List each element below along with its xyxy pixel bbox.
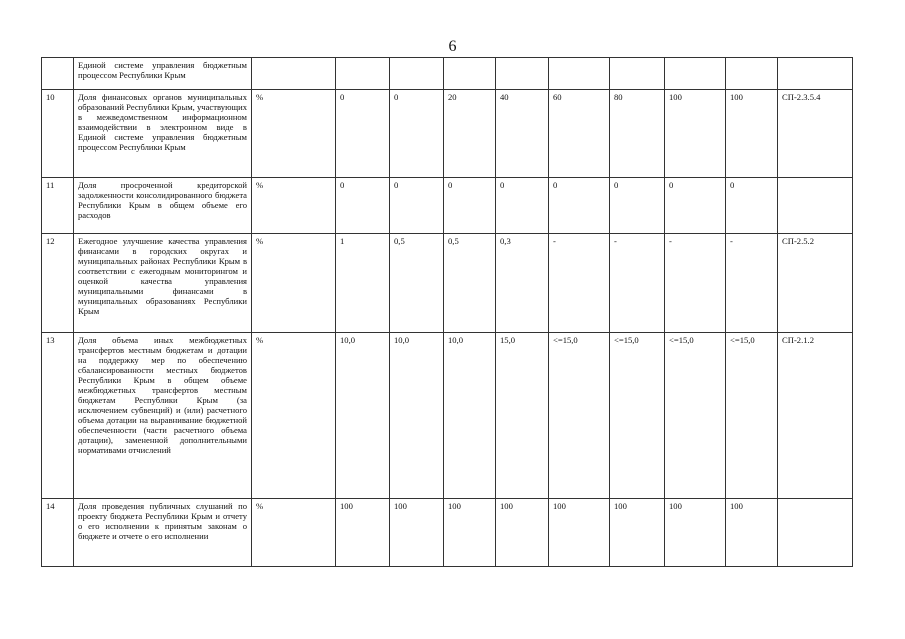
- value-cell: 100: [496, 499, 549, 567]
- row-number-cell: 13: [42, 333, 74, 499]
- value-cell: <=15,0: [610, 333, 665, 499]
- value-cell: -: [726, 234, 778, 333]
- value-cell: 0: [610, 178, 665, 234]
- value-cell: 0,3: [496, 234, 549, 333]
- reference-cell: СП-2.3.5.4: [778, 90, 853, 178]
- unit-cell: %: [252, 90, 336, 178]
- unit-cell: %: [252, 234, 336, 333]
- value-cell: 1: [336, 234, 390, 333]
- value-cell: 100: [390, 499, 444, 567]
- value-cell: <=15,0: [549, 333, 610, 499]
- row-number-cell: [42, 58, 74, 90]
- value-cell: [726, 58, 778, 90]
- reference-cell: [778, 58, 853, 90]
- value-cell: 0,5: [390, 234, 444, 333]
- table-row: [42, 90, 853, 178]
- value-cell: 100: [726, 499, 778, 567]
- value-cell: [390, 58, 444, 90]
- table-row: [42, 178, 853, 234]
- value-cell: 0: [549, 178, 610, 234]
- indicator-name-cell: Ежегодное улучшение качества управления финансами в городских округах и муниципальных районах Республики Крым в соответствии с ежегодным мониторингом и оценкой качества управления муниципальными финансами в муниципальных образованиях Республики Крым: [74, 234, 252, 333]
- unit-cell: %: [252, 333, 336, 499]
- indicator-name-cell: Доля объема иных межбюджетных трансфертов местным бюджетам и дотации на поддержку мер по обеспечению сбалансированности местных бюджетов Республики Крым в общем объеме межбюджетных трансфертов местным бюджетам Республики Крым (за исключением субвенций) и (или) расчетного объема дотации на выравнивание бюджетной обеспеченности (части расчетного объема дотации), замененной дополнительными нормативами отчислений: [74, 333, 252, 499]
- table-row: [42, 58, 853, 90]
- reference-cell: СП-2.5.2: [778, 234, 853, 333]
- value-cell: 0: [390, 90, 444, 178]
- indicator-name-cell: Единой системе управления бюджетным процессом Республики Крым: [74, 58, 252, 90]
- value-cell: 80: [610, 90, 665, 178]
- value-cell: 0: [444, 178, 496, 234]
- value-cell: 10,0: [390, 333, 444, 499]
- table-row: [42, 333, 853, 499]
- value-cell: -: [549, 234, 610, 333]
- value-cell: 100: [549, 499, 610, 567]
- value-cell: [444, 58, 496, 90]
- value-cell: 0: [726, 178, 778, 234]
- value-cell: 60: [549, 90, 610, 178]
- value-cell: -: [610, 234, 665, 333]
- indicator-name-cell: Доля проведения публичных слушаний по проекту бюджета Республики Крым и отчету о его исполнении к принятым законам о бюджете и отчете о его исполнении: [74, 499, 252, 567]
- indicators-table: [41, 57, 853, 567]
- value-cell: 40: [496, 90, 549, 178]
- unit-cell: %: [252, 499, 336, 567]
- unit-cell: [252, 58, 336, 90]
- indicators-table-body: [42, 58, 853, 567]
- row-number-cell: 11: [42, 178, 74, 234]
- value-cell: 100: [665, 90, 726, 178]
- indicator-name-cell: Доля финансовых органов муниципальных образований Республики Крым, участвующих в межведомственном информационном взаимодействии в электронном виде в Единой системе управления бюджетным процессом Республики Крым: [74, 90, 252, 178]
- value-cell: [336, 58, 390, 90]
- value-cell: 0: [496, 178, 549, 234]
- value-cell: 0,5: [444, 234, 496, 333]
- value-cell: 0: [336, 178, 390, 234]
- value-cell: 100: [610, 499, 665, 567]
- value-cell: 100: [336, 499, 390, 567]
- value-cell: <=15,0: [665, 333, 726, 499]
- table-row: [42, 499, 853, 567]
- value-cell: 100: [726, 90, 778, 178]
- value-cell: 0: [336, 90, 390, 178]
- page-number: 6: [448, 38, 457, 55]
- row-number-cell: 12: [42, 234, 74, 333]
- value-cell: 10,0: [336, 333, 390, 499]
- row-number-cell: 14: [42, 499, 74, 567]
- value-cell: <=15,0: [726, 333, 778, 499]
- unit-cell: %: [252, 178, 336, 234]
- value-cell: 0: [390, 178, 444, 234]
- value-cell: 100: [444, 499, 496, 567]
- table-row: [42, 234, 853, 333]
- row-number-cell: 10: [42, 90, 74, 178]
- value-cell: [610, 58, 665, 90]
- reference-cell: СП-2.1.2: [778, 333, 853, 499]
- value-cell: 0: [665, 178, 726, 234]
- indicator-name-cell: Доля просроченной кредиторской задолженности консолидированного бюджета Республики Крым в общем объеме его расходов: [74, 178, 252, 234]
- reference-cell: [778, 499, 853, 567]
- value-cell: 20: [444, 90, 496, 178]
- value-cell: 100: [665, 499, 726, 567]
- value-cell: 15,0: [496, 333, 549, 499]
- value-cell: [665, 58, 726, 90]
- value-cell: [549, 58, 610, 90]
- value-cell: [496, 58, 549, 90]
- value-cell: -: [665, 234, 726, 333]
- reference-cell: [778, 178, 853, 234]
- value-cell: 10,0: [444, 333, 496, 499]
